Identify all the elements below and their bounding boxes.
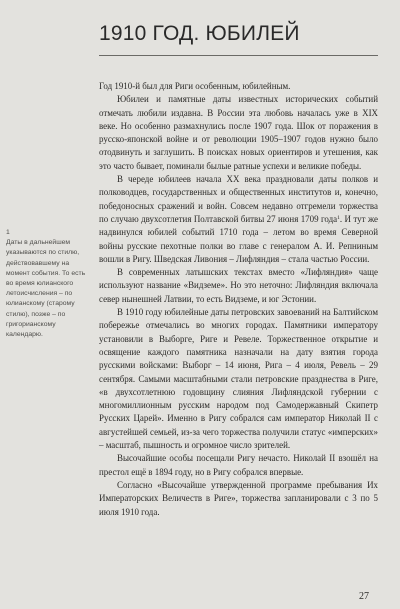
- paragraph-text: юбилей событий 1710 года – летом во время Северной войны русские пехотные полки во главе с генералом А. И. Репниным вошли в Ригу. Шведская Ливония – Лифляндия – стала частью России.: [99, 227, 378, 264]
- paragraph: В 1910 году юбилейные даты петровских завоеваний на Балтийском побережье отмечались во многих городах. Памятники императору установили в Выборге, Риге и Ревеле. Торжественное открытие и освящение каждого памятника назначали на дату взятия города русскими войсками: Выборг – 14 июня, Рига – 4 июля, Ревель – 29 сентября. Самыми масштабными стали петровские празднества в Риге, «в двухсотлетнюю годовщину слияния Лифляндской губернии с многомиллионным русским народом под Самодержавный Скипетр Русских Царей». Именно в Ригу собрался сам император Николай II с августейшей семьей, из-за чего торжества получили статус «имперских» – масштаб, пышность и огромное число зрителей.: [99, 307, 378, 451]
- paragraph: В современных латышских текстах вместо «Лифляндия» чаще используют название «Видземе». Но это неточно: Лифляндия включала север нынешней Латвии, то есть Видземе, и юг Эстонии.: [99, 267, 378, 304]
- footnote-number: 1: [6, 229, 10, 236]
- margin-footnote: [6, 228, 94, 340]
- chapter-title: 1910 ГОД. ЮБИЛЕЙ: [99, 22, 300, 45]
- paragraph: Высочайшие особы посещали Ригу нечасто. Николай II взошёл на престол ещё в 1894 году, но в Ригу собрался впервые.: [99, 453, 378, 477]
- footnote-text: Даты в дальнейшем указываются по стилю, действовавшему на момент события. То есть во время юлианского летоисчисления – по юлианскому (старому стилю), позже – по григорианскому календарю.: [6, 239, 86, 339]
- title-divider: [99, 55, 378, 56]
- paragraph: [99, 173, 378, 266]
- footnote-reference: 1: [337, 214, 340, 221]
- paragraph: Юбилеи и памятные даты известных исторических событий отмечать любили издавна. В России эта любовь началась уже в XIX веке. Но особенно размахнулись после 1907 года. Шок от поражения в русско-японской войне и от революции 1905–1907 годов нужно было отодвинуть и заглушить. В поисках новых ориентиров и утешения, как это часто бывает, поминали былые ратные успехи и великие победы.: [99, 94, 378, 171]
- paragraph-text: В череде юбилеев начала XX века праздновали даты полков и полководцев, государственных и общественных институтов и, конечно, победоносных сражений и войн. Совсем недавно отгремели торжества по случаю двухсотлетия Полтавской битвы 27 июня 1709 года: [99, 174, 378, 224]
- page-number: 27: [359, 591, 369, 602]
- paragraph: Согласно «Высочайше утвержденной программе пребывания Их Императорских Величеств в Риге», торжества запланировали с 3 по 5 июля 1910 года.: [99, 479, 378, 517]
- body-text: [99, 80, 378, 519]
- paragraph-text: . И тут же надвинулся: [99, 213, 378, 238]
- paragraph: Год 1910-й был для Риги особенным, юбилейным.: [99, 81, 291, 91]
